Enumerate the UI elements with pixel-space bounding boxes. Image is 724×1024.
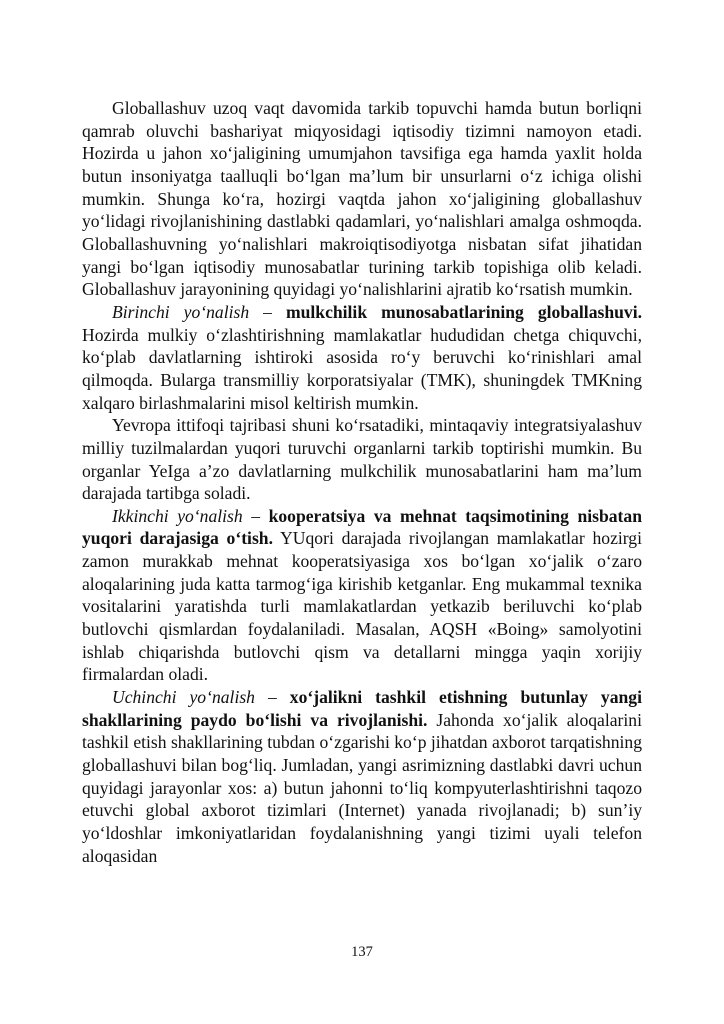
paragraph-text: Hozirda mulkiy o‘zlashtirishning mamlakatlar hududidan chetga chiquvchi, ko‘plab davlatlarning ishtiroki asosida ro‘y beruvchi ko‘rinishlari amal qilmoqda. Bularga transmilliy korporatsiyalar (TMK), shuningdek TMKning xalqaro birlashmalarini misol keltirish mumkin. bbox=[82, 324, 642, 413]
paragraph-direction-3 bbox=[82, 686, 642, 867]
paragraph-label: Ikkinchi yo‘nalish bbox=[112, 505, 243, 526]
paragraph-text: Jahonda xo‘jalik aloqalarini tashkil etish shakllarining tubdan o‘zgarishi ko‘p jihatdan axborot tarqatishning globallashuvi bilan bog‘liq. Jumladan, yangi asrimizning dastlabki davri uchun quyidagi jarayonlar xos: a) butun jahonni to‘liq kompyuterlashtirishni taqozo etuvchi global axborot tizimlari (Internet) yanada rivojlanadi; b) sun’iy yo‘ldoshlar imkoniyatlaridan foydalanishning yangi tizimi uyali telefon aloqasidan bbox=[82, 709, 642, 866]
paragraph-intro bbox=[82, 97, 642, 301]
paragraph-dash: – bbox=[242, 505, 269, 526]
paragraph-text: YUqori darajada rivojlangan mamlakatlar hozirgi zamon murakkab mehnat kooperatsiyasiga xos bo‘lgan xo‘jalik o‘zaro aloqalarining juda katta tarmog‘iga kirishib ketganlar. Eng mukammal texnika vositalarini yaratishda turli mamlakatlardan yetkazib beriluvchi ko‘plab butlovchi qismlardan foydalaniladi. Masalan, AQSH «Boing» samolyotini ishlab chiqarishda butlovchi qism va detallarni mingga yaqin xorijiy firmalardan oladi. bbox=[82, 528, 642, 685]
paragraph-dash: – bbox=[254, 687, 290, 708]
paragraph-text: Yevropa ittifoqi tajribasi shuni ko‘rsatadiki, mintaqaviy integratsiyalashuv milliy tuzilmalardan yuqori turuvchi organlarni tarkib toptirishi mumkin. Bu organlar YeIga a’zo davlatlarning mulkchilik munosabatlarini ham ma’lum darajada tartibga soladi. bbox=[82, 415, 642, 504]
paragraph-heading: mulkchilik munosabatlarining globallashuvi. bbox=[285, 301, 642, 322]
paragraph-heading: kooperatsiya va mehnat taqsimotining nisbatan yuqori darajasiga o‘tish. bbox=[82, 505, 642, 549]
paragraph-dash: – bbox=[249, 301, 286, 322]
paragraph-text: Globallashuv uzoq vaqt davomida tarkib topuvchi hamda butun borliqni qamrab oluvchi bashariyat miqyosidagi iqtisodiy tizimni namoyon etadi. Hozirda u jahon xo‘jaligining umumjahon tavsifiga ega hamda yaxlit holda butun insoniyatga taalluqli bo‘lgan ma’lum bir unsurlarni o‘z ichiga olishi mumkin. Shunga ko‘ra, hozirgi vaqtda jahon xo‘jaligining globallashuv yo‘lidagi rivojlanishining dastlabki qadamlari, yo‘nalishlari amalga oshmoqda. Globallashuvning yo‘nalishlari makroiqtisodiyotga nisbatan sifat jihatidan yangi bo‘lgan iqtisodiy munosabatlar turining tarkib topishiga olib keladi. Globallashuv jarayonining quyidagi yo‘nalishlarini ajratib ko‘rsatish mumkin. bbox=[82, 98, 642, 300]
paragraph-label: Uchinchi yo‘nalish bbox=[112, 687, 255, 708]
page-number: 137 bbox=[351, 944, 373, 960]
page-body bbox=[82, 97, 642, 867]
paragraph-label: Birinchi yo‘nalish bbox=[112, 301, 250, 322]
paragraph-heading: xo‘jalikni tashkil etishning butunlay yangi shakllarining paydo bo‘lishi va rivojlanishi. bbox=[82, 687, 642, 730]
paragraph-direction-1 bbox=[82, 301, 642, 414]
paragraph-direction-2 bbox=[82, 505, 642, 686]
paragraph-eu-example bbox=[82, 414, 642, 505]
